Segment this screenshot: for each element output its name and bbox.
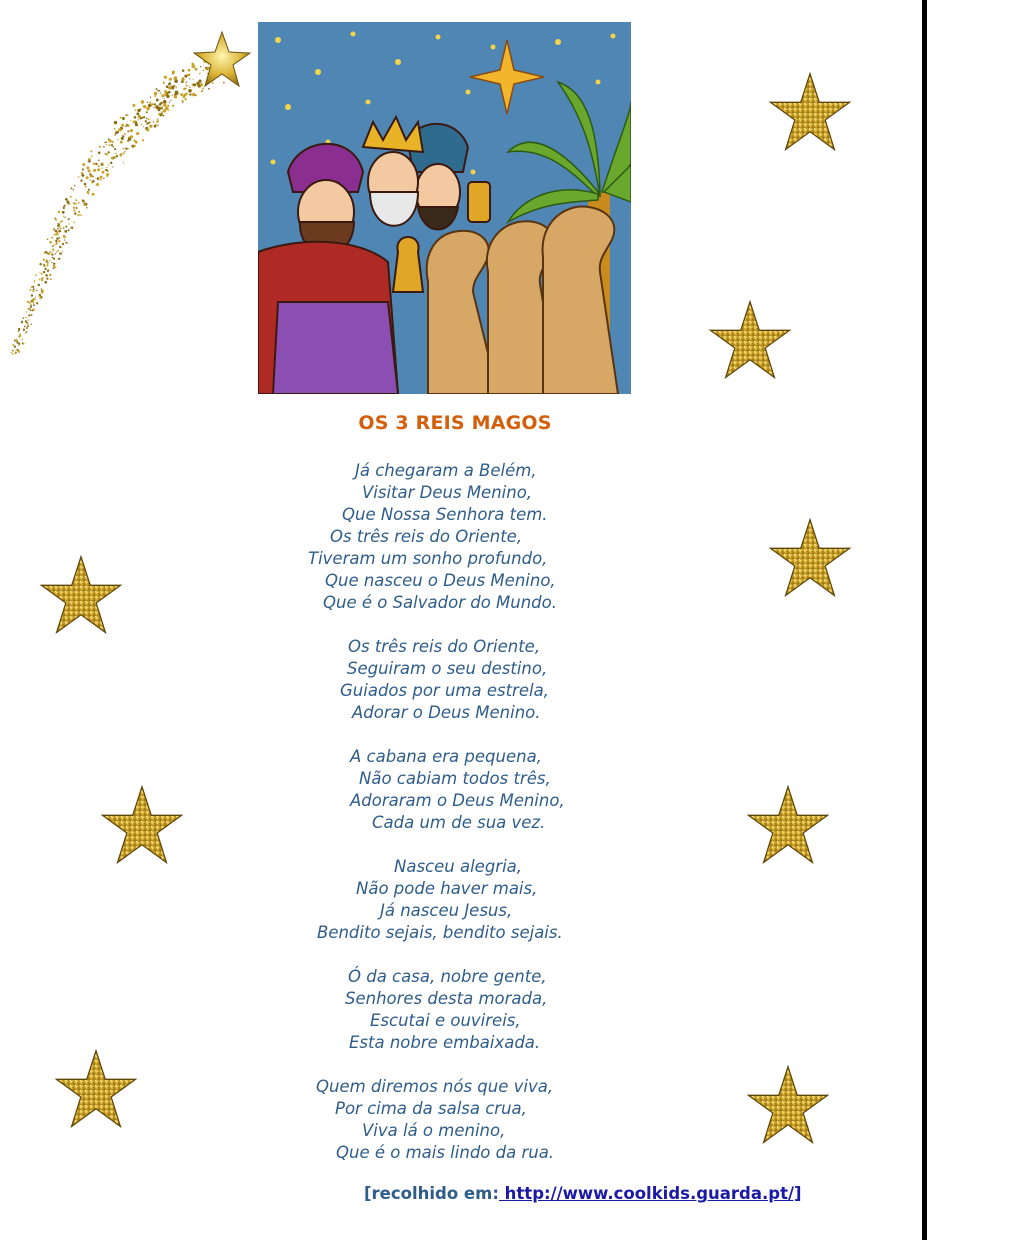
gold-star-icon [37, 555, 125, 635]
gold-star-icon [98, 785, 186, 865]
stanza [258, 636, 653, 724]
gold-star-icon [744, 1065, 832, 1145]
stanza [258, 746, 653, 834]
poem-line: Tiveram um sonho profundo, [308, 549, 548, 568]
poem-line: Guiados por uma estrela, [340, 681, 549, 700]
poem-line: Não cabiam todos três, [359, 769, 551, 788]
poem-line: Que Nossa Senhora tem. [342, 505, 548, 524]
poem-line: A cabana era pequena, [350, 747, 542, 766]
poem-line: Por cima da salsa crua, [335, 1099, 527, 1118]
poem-line: Adorar o Deus Menino. [352, 703, 541, 722]
page-margin [927, 0, 1023, 1240]
three-kings-illustration [258, 22, 631, 394]
poem-line: Esta nobre embaixada. [349, 1033, 541, 1052]
stanza [258, 856, 653, 944]
gold-star-icon [766, 518, 854, 598]
gold-star-icon [706, 300, 794, 380]
source-citation [364, 1184, 802, 1203]
poem-line: Cada um de sua vez. [372, 813, 546, 832]
poem-line: Já nasceu Jesus, [380, 901, 513, 920]
poem-line: Quem diremos nós que viva, [316, 1077, 554, 1096]
shooting-star-icon [0, 20, 260, 365]
poem-line: Nasceu alegria, [394, 857, 523, 876]
poem-line: Os três reis do Oriente, [348, 637, 541, 656]
gold-star-icon [744, 785, 832, 865]
poem-line: Que nasceu o Deus Menino, [325, 571, 556, 590]
stanza [258, 1076, 653, 1164]
poem-line: Adoraram o Deus Menino, [350, 791, 565, 810]
poem-line: Que é o mais lindo da rua. [336, 1143, 555, 1162]
poem-line: Não pode haver mais, [356, 879, 538, 898]
poem-line: Visitar Deus Menino, [362, 483, 533, 502]
poem-line: Já chegaram a Belém, [355, 461, 537, 480]
source-link[interactable]: http://www.coolkids.guarda.pt/] [498, 1184, 802, 1203]
poem-line: Os três reis do Oriente, [330, 527, 523, 546]
poem-line: Ó da casa, nobre gente, [348, 967, 547, 986]
poem-line: Senhores desta morada, [345, 989, 548, 1008]
stanza [258, 460, 653, 614]
poem-line: Seguiram o seu destino, [347, 659, 548, 678]
poem-line: Bendito sejais, bendito sejais. [317, 923, 563, 942]
source-prefix: [recolhido em: [364, 1184, 499, 1203]
gold-star-icon [766, 72, 854, 152]
stanza [258, 966, 653, 1054]
poem-line: Escutai e ouvireis, [370, 1011, 521, 1030]
poem-body [258, 460, 653, 1186]
poem-line: Viva lá o menino, [362, 1121, 506, 1140]
poem-line: Que é o Salvador do Mundo. [323, 593, 557, 612]
gold-star-icon [52, 1049, 140, 1129]
poem-title: OS 3 REIS MAGOS [358, 412, 552, 434]
